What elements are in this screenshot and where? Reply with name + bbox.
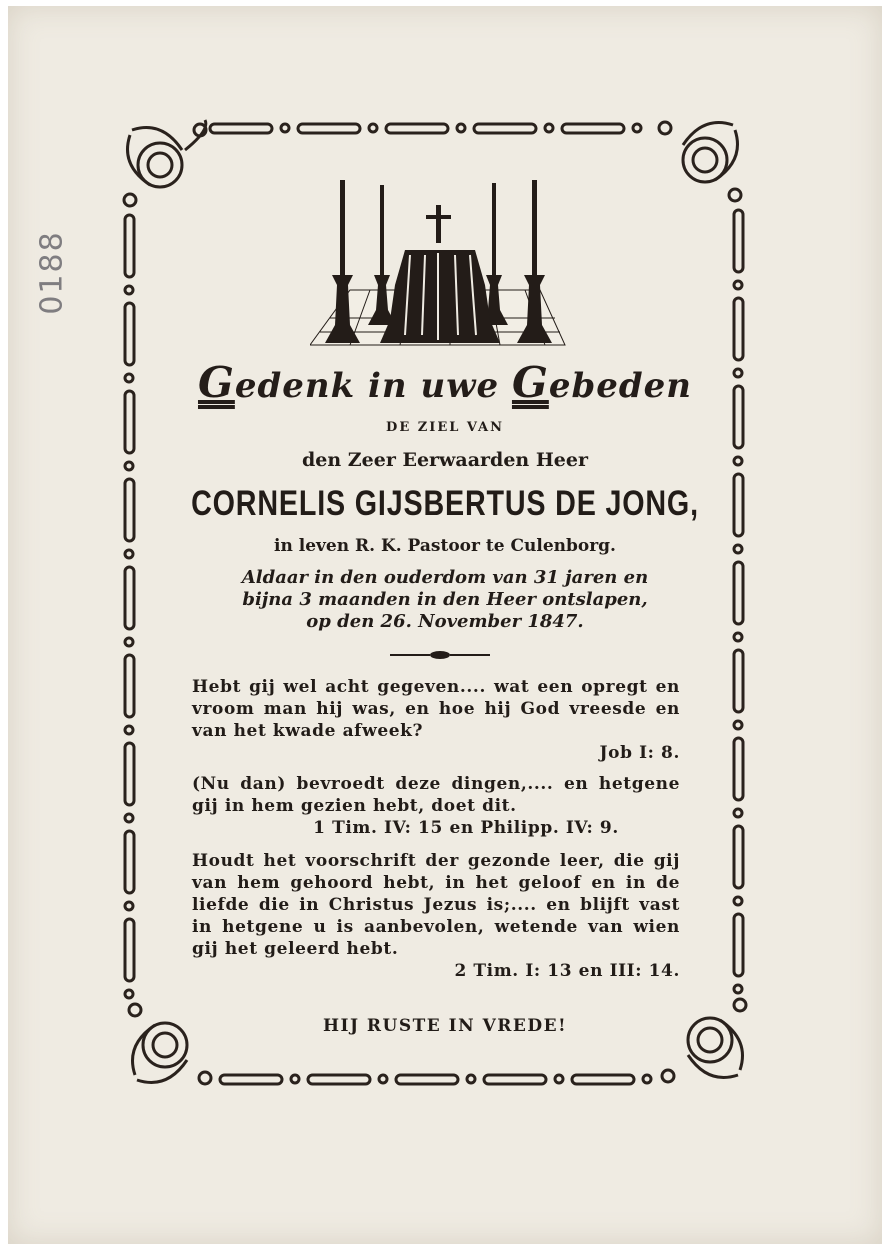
verse-2-reference: 1 Tim. IV: 15 en Philipp. IV: 9. [313, 818, 619, 838]
death-line-2: bijna 3 maanden in den Heer ontslapen, [242, 589, 648, 610]
heading [0, 358, 890, 407]
divider-ornament-icon [390, 650, 490, 660]
closing-text: HIJ RUSTE IN VREDE! [322, 1016, 568, 1036]
death-line-3: op den 26. November 1847. [306, 611, 584, 632]
altar-illustration [310, 175, 570, 350]
deceased-name: CORNELIS GIJSBERTUS DE JONG, [191, 484, 699, 523]
honorific: den Zeer Eerwaarden Heer [302, 449, 588, 471]
heading-initial-2: G [511, 358, 549, 407]
verse-2-text: (Nu dan) bevroedt deze dingen,.... en hetgene gij in hem gezien hebt, doet dit. [192, 774, 680, 816]
verse-3-reference: 2 Tim. I: 13 en III: 14. [454, 961, 680, 981]
verse-3 [192, 850, 680, 982]
intro-text: DE ZIEL VAN [386, 420, 504, 435]
death-line-1: Aldaar in den ouderdom van 31 jaren en [241, 567, 649, 588]
verse-1 [192, 676, 680, 764]
verse-3-text: Houdt het voorschrift der gezonde leer, die gij van hem gehoord hebt, in het geloof en in de liefde die in Christus Jezus is;.... en blijft vast in hetgene u is aanbevolen, wetende van wien gij het geleerd hebt. [192, 851, 680, 959]
heading-part-2: ebeden [548, 366, 692, 406]
heading-initial: G [197, 358, 235, 407]
verse-2 [192, 773, 680, 839]
verse-1-reference: Job I: 8. [599, 743, 680, 763]
heading-part-1: edenk in uwe [234, 366, 512, 406]
corner-ornament-top-right-icon [659, 122, 741, 201]
verse-1-text: Hebt gij wel acht gegeven.... wat een opregt en vroom man hij was, en hoe hij God vreesde en van het kwade afweek? [192, 677, 680, 741]
corner-ornament-top-left-icon [124, 120, 206, 206]
corner-ornament-bottom-right-icon [662, 999, 746, 1082]
archive-number: 0188 [34, 230, 70, 315]
role-text: in leven R. K. Pastoor te Culenborg. [274, 536, 616, 556]
